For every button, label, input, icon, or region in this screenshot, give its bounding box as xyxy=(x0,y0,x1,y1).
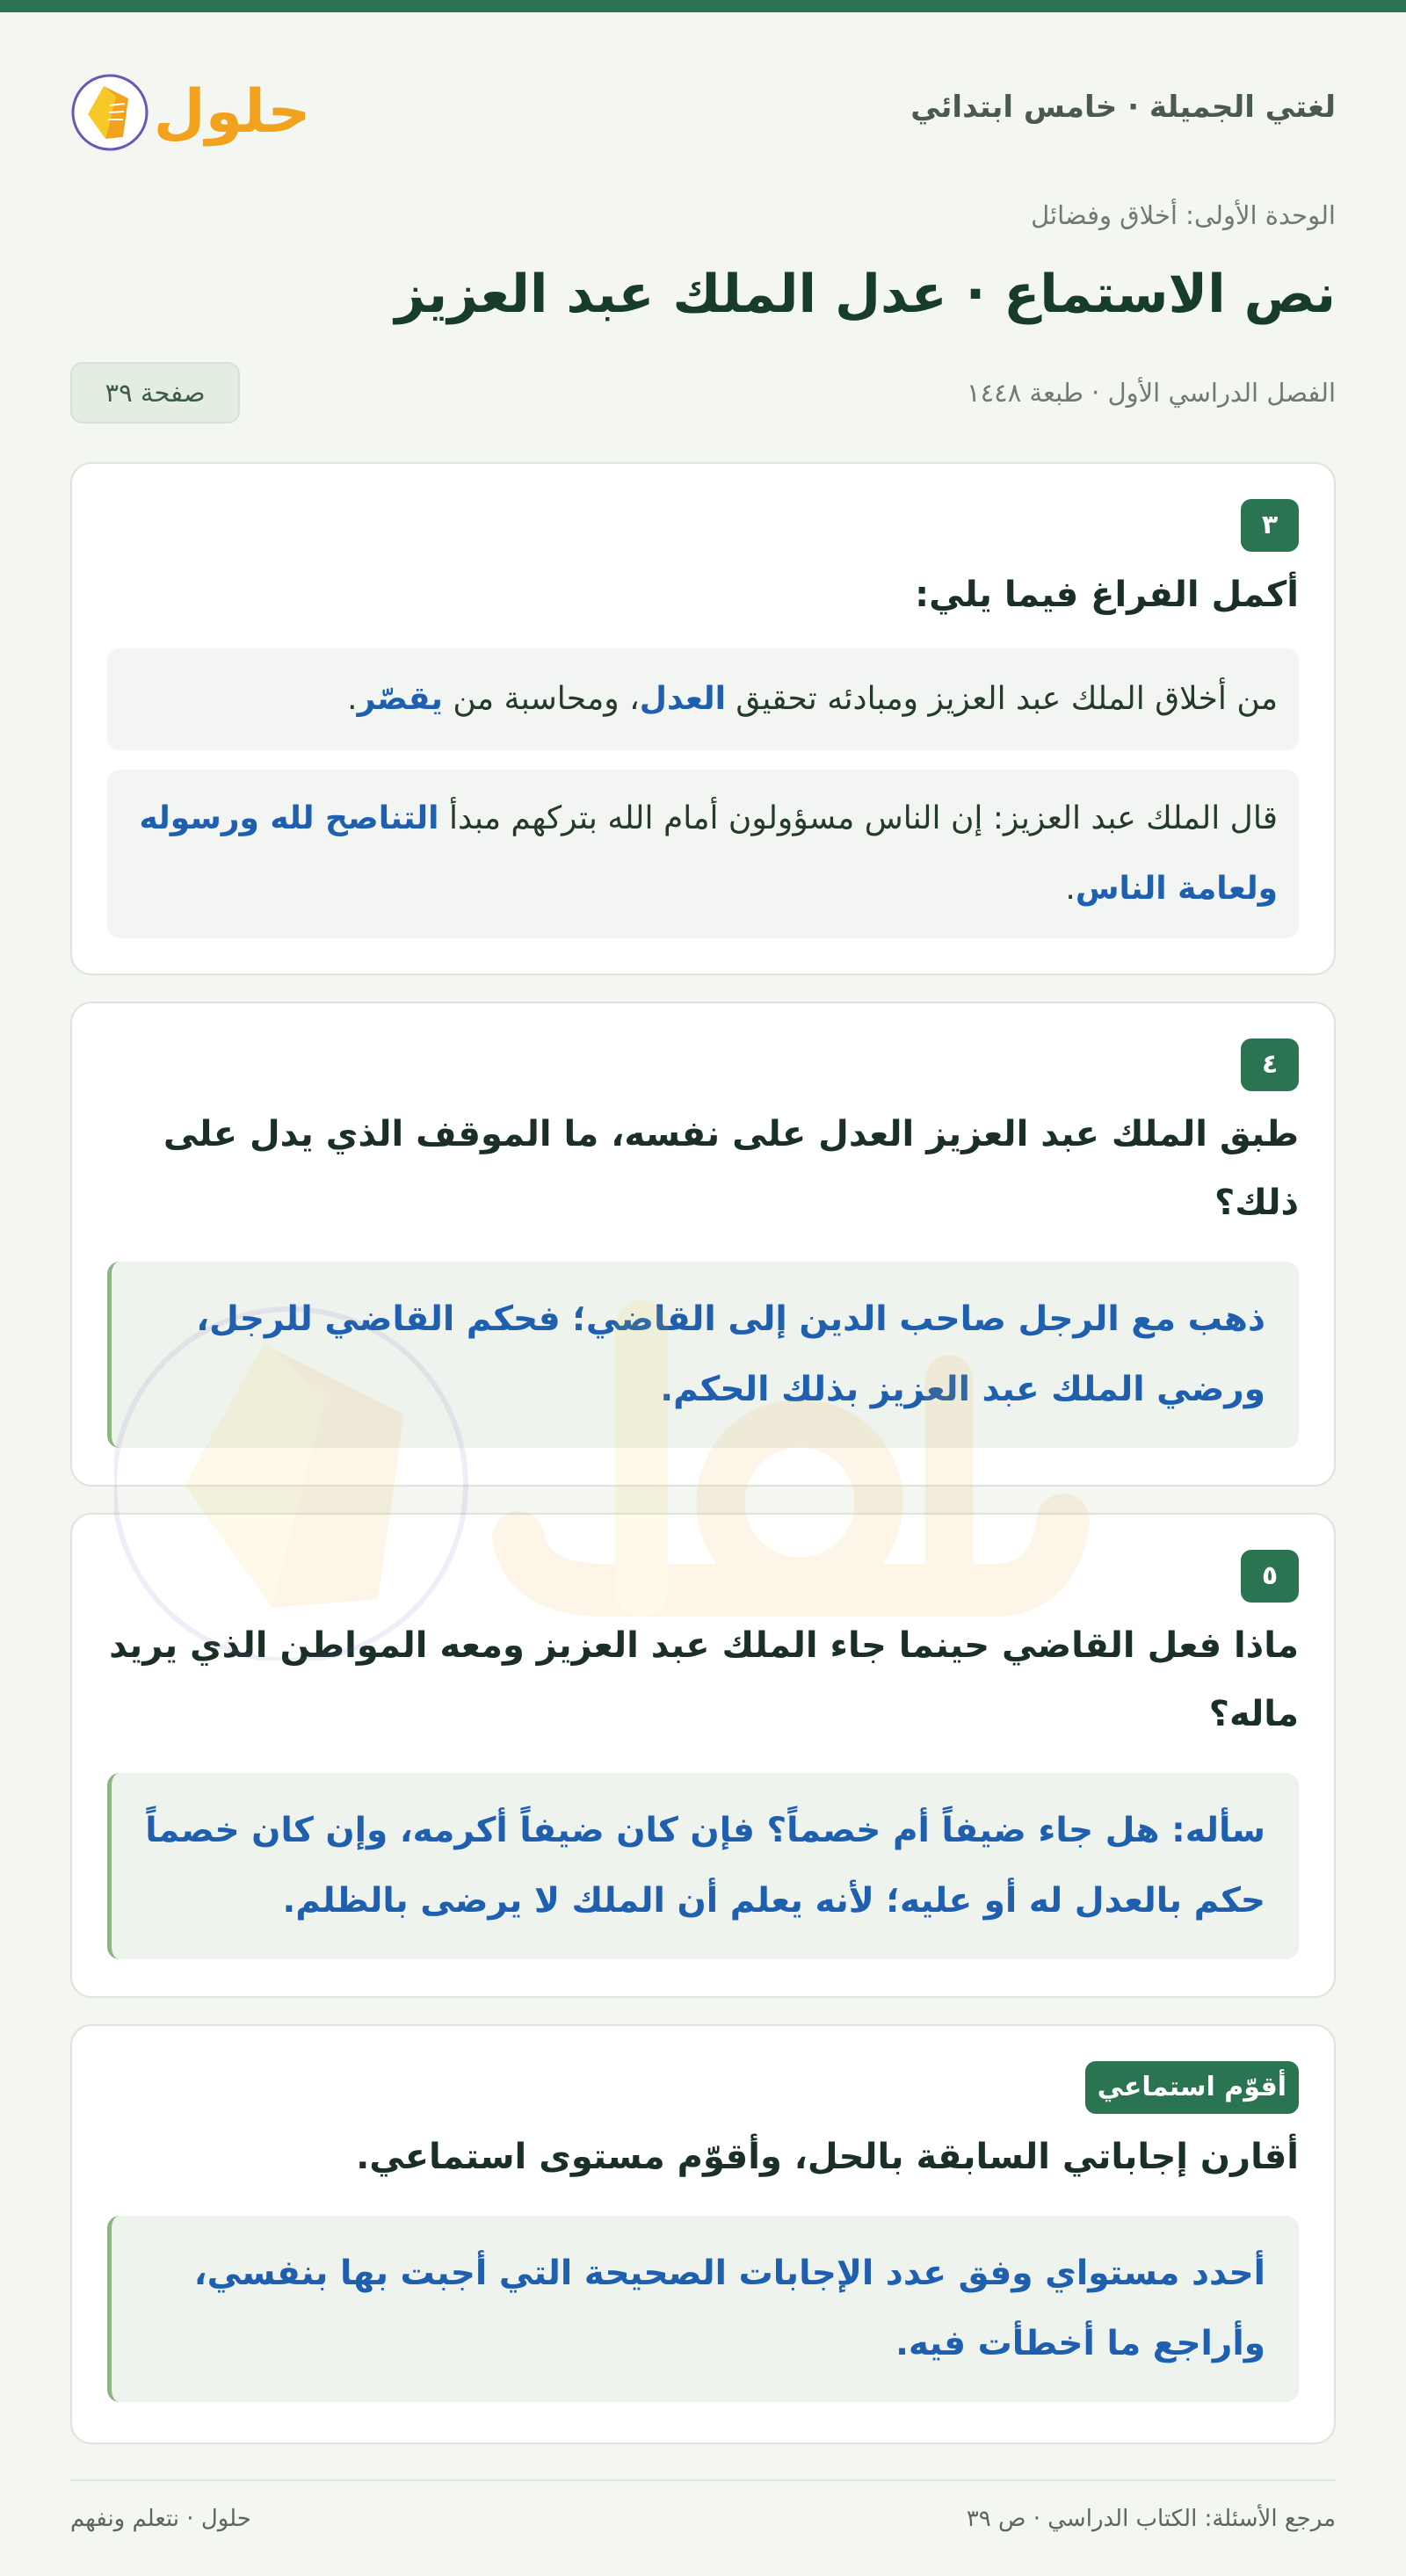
series-title: لغتي الجميلة · خامس ابتدائي xyxy=(910,90,1336,125)
answer-box: أحدد مستواي وفق عدد الإجابات الصحيحة التي أجبت بها بنفسي، وأراجع ما أخطأت فيه. xyxy=(107,2216,1299,2402)
question-number-badge: ٥ xyxy=(1241,1550,1299,1603)
sentence-text: قال الملك عبد العزيز: إن الناس مسؤولون أمام الله بتركهم مبدأ xyxy=(438,800,1278,836)
footer-brand: حلول · نتعلم ونفهم xyxy=(70,2506,251,2532)
filled-blank-answer: العدل xyxy=(639,681,726,717)
question-prompt: أقارن إجاباتي السابقة بالحل، وأقوّم مستوى استماعي. xyxy=(356,2137,1299,2177)
question-number-badge: ٤ xyxy=(1241,1038,1299,1091)
question-card-3 xyxy=(70,462,1336,975)
sentence-text: من أخلاق الملك عبد العزيز ومبادئه تحقيق xyxy=(725,681,1278,717)
answer-box: سأله: هل جاء ضيفاً أم خصماً؟ فإن كان ضيفاً أكرمه، وإن كان خصماً حكم بالعدل له أو عليه؛ لأنه يعلم أن الملك لا يرضى بالظلم. xyxy=(107,1773,1299,1959)
question-prompt: ماذا فعل القاضي حينما جاء الملك عبد العزيز ومعه المواطن الذي يريد ماله؟ xyxy=(109,1625,1299,1734)
question-prompt: أكمل الفراغ فيما يلي: xyxy=(915,575,1299,615)
footer-reference: مرجع الأسئلة: الكتاب الدراسي · ص ٣٩ xyxy=(966,2506,1336,2532)
sentence-text: . xyxy=(1065,871,1076,907)
question-number-badge: ٣ xyxy=(1241,499,1299,552)
answer-box: ذهب مع الرجل صاحب الدين إلى القاضي؛ فحكم القاضي للرجل، ورضي الملك عبد العزيز بذلك الحكم. xyxy=(107,1262,1299,1448)
question-card-4 xyxy=(70,1002,1336,1487)
self-assessment-badge: أقوّم استماعي xyxy=(1085,2061,1299,2114)
fill-in-sentence-2 xyxy=(107,770,1299,938)
self-assessment-card xyxy=(70,2024,1336,2444)
brand-logo[interactable] xyxy=(70,62,325,158)
page-title: نص الاستماع · عدل الملك عبد العزيز xyxy=(395,264,1336,325)
sentence-text: . xyxy=(347,681,358,717)
sentence-text: ، ومحاسبة من xyxy=(442,681,640,717)
fill-in-sentence-1 xyxy=(107,648,1299,750)
svg-text:حلول: حلول xyxy=(153,77,311,147)
top-accent-bar xyxy=(0,0,1406,12)
term-edition-label: الفصل الدراسي الأول · طبعة ١٤٤٨ xyxy=(967,378,1336,408)
footer-divider xyxy=(70,2479,1336,2481)
filled-blank-answer: التناصح لله ورسوله ولعامة الناس xyxy=(139,800,1278,907)
unit-label: الوحدة الأولى: أخلاق وفضائل xyxy=(1031,200,1336,230)
filled-blank-answer: يقصّر xyxy=(357,681,443,717)
question-prompt: طبق الملك عبد العزيز العدل على نفسه، ما الموقف الذي يدل على ذلك؟ xyxy=(163,1114,1299,1223)
page-number-badge: صفحة ٣٩ xyxy=(70,362,240,423)
page-header xyxy=(70,62,1336,158)
question-card-5 xyxy=(70,1513,1336,1998)
